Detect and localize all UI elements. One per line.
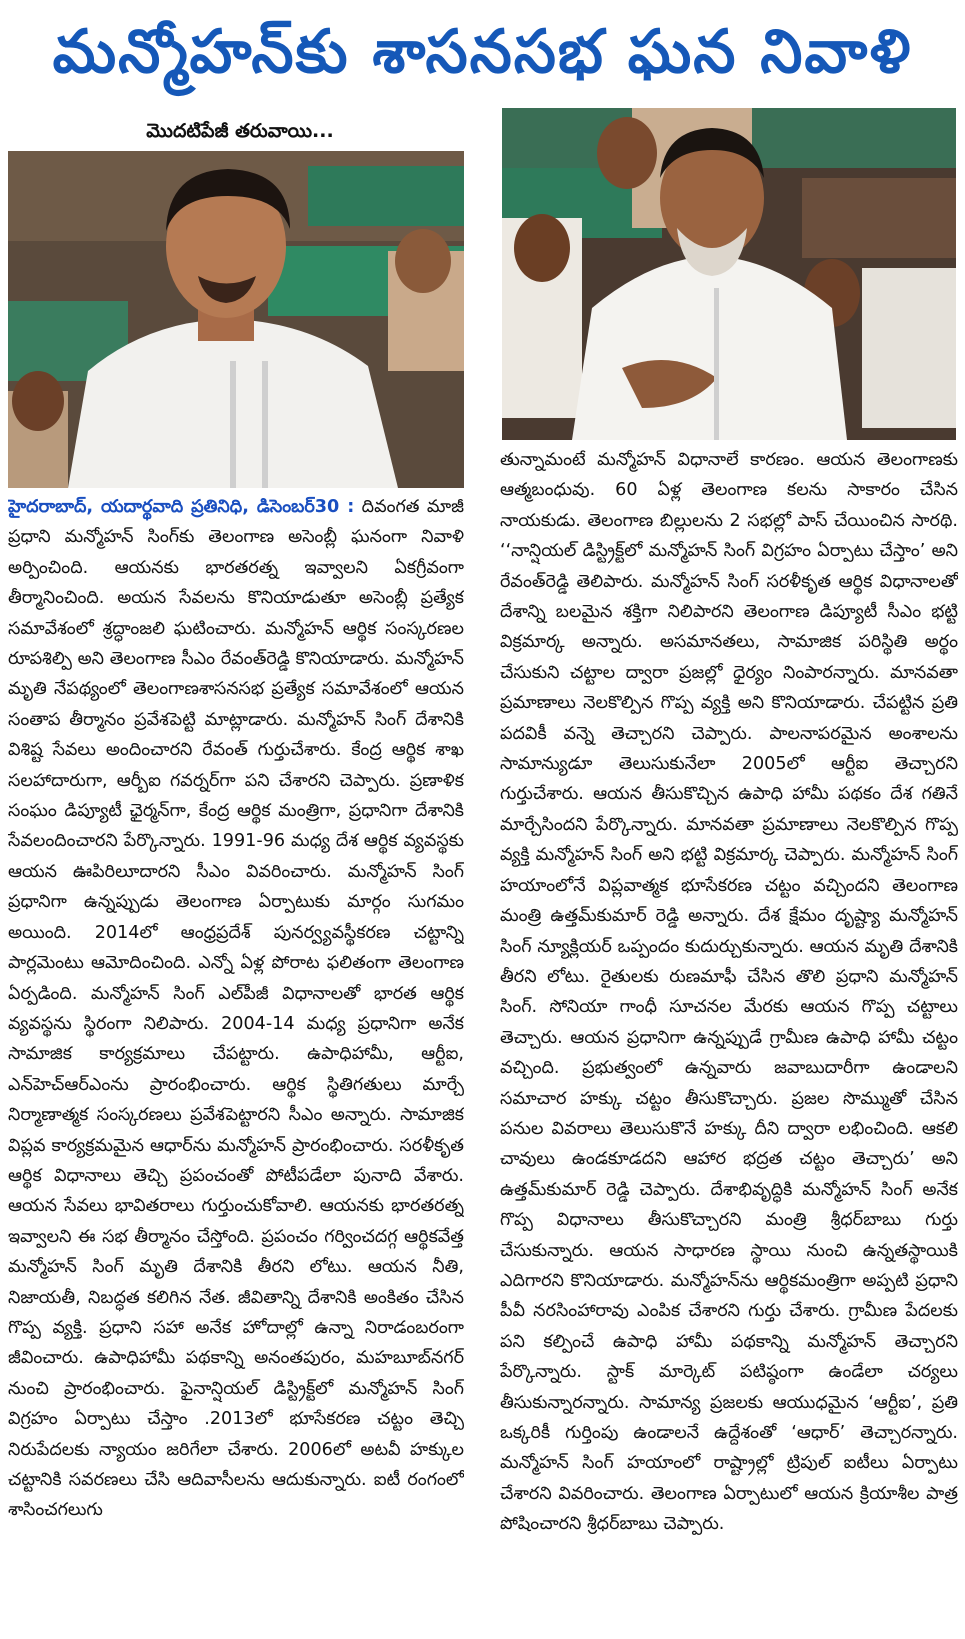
article-column-right [500,445,958,1637]
article-body-right: తున్నామంటే మన్మోహన్ విధానాలే కారణం. ఆయన తెలంగాణకు ఆత్మబంధువు. 60 ఏళ్ల తెలంగాణ కలను సాకారం చేసిన నాయకుడు. తెలంగాణ బిల్లులను 2 సభల్లో పాస్ చేయించిన సారథి. ‘‘నాన్షియల్ డిస్ట్రిక్ట్‌లో మన్మోహన్ సింగ్ విగ్రహం ఏర్పాటు చేస్తాం’ అని రేవంత్‌రెడ్డి తెలిపారు. మన్మోహన్ సింగ్ సరళీకృత ఆర్థిక విధానాలతో దేశాన్ని బలమైన శక్తిగా నిలిపారని తెలంగాణ డిప్యూటీ సీఎం భట్టి విక్రమార్క అన్నారు. అసమానతలు, సామాజిక పరిస్థితి అర్థం చేసుకుని చట్టాల ద్వారా ప్రజల్లో ధైర్యం నింపారన్నారు. మానవతా ప్రమాణాలు నెలకొల్పిన గొప్ప వ్యక్తి అని కొనియాడారు. చేపట్టిన ప్రతి పదవికీ వన్నె తెచ్చారని చెప్పారు. పాలనాపరమైన అంశాలను సామాన్యుడూ తెలుసుకునేలా 2005లో ఆర్టీఐ తెచ్చారని గుర్తుచేశారు. ఆయన తీసుకొచ్చిన ఉపాధి హామీ పథకం దేశ గతినే మార్చేసిందని పేర్కొన్నారు. మానవతా ప్రమాణాలు నెలకొల్పిన గొప్ప వ్యక్తి మన్మోహన్ సింగ్ అని భట్టి విక్రమార్క చెప్పారు. మన్మోహన్ సింగ్ హయాంలోనే విప్లవాత్మక భూసేకరణ చట్టం వచ్చిందని తెలంగాణ మంత్రి ఉత్తమ్‌కుమార్ రెడ్డి అన్నారు. దేశ క్షేమం దృష్ట్యా మన్మోహన్ సింగ్ న్యూక్లియర్ ఒప్పందం కుదుర్చుకున్నారు. ఆయన మృతి దేశానికి తీరని లోటు. రైతులకు రుణమాఫీ చేసిన తొలి ప్రధాని మన్మోహన్ సింగ్. సోనియా గాంధీ సూచనల మేరకు ఆయన గొప్ప చట్టాలు తెచ్చారు. ఆయన ప్రధానిగా ఉన్నప్పుడే గ్రామీణ ఉపాధి హామీ చట్టం వచ్చింది. ప్రభుత్వంలో ఉన్నవారు జవాబుదారీగా ఉండాలని సమాచార హక్కు చట్టం తీసుకొచ్చారు. ప్రజల సొమ్ముతో చేసిన పనుల వివరాలు తెలుసుకొనే హక్కు దీని ద్వారా లభించింది. ఆకలి చావులు ఉండకూడదని ఆహార భద్రత చట్టం తెచ్చారు’ అని ఉత్తమ్‌కుమార్ రెడ్డి చెప్పారు. దేశాభివృద్ధికి మన్మోహన్ సింగ్ అనేక గొప్ప విధానాలు తీసుకొచ్చారని మంత్రి శ్రీధర్‌బాబు గుర్తు చేసుకున్నారు. ఆయన సాధారణ స్థాయి నుంచి ఉన్నతస్థాయికి ఎదిగారని కొనియాడారు. మన్మోహన్‌ను ఆర్థికమంత్రిగా అప్పటి ప్రధాని పీవీ నరసింహారావు ఎంపిక చేశారని గుర్తు చేశారు. గ్రామీణ పేదలకు పని కల్పించే ఉపాధి హామీ పథకాన్ని మన్మోహన్ తెచ్చారని పేర్కొన్నారు. స్టాక్ మార్కెట్ పటిష్ఠంగా ఉండేలా చర్యలు తీసుకున్నారన్నారు. సామాన్య ప్రజలకు ఆయుధమైన ‘ఆర్టీఐ’, ప్రతి ఒక్కరికీ గుర్తింపు ఉండాలనే ఉద్దేశంతో ‘ఆధార్’ తెచ్చారన్నారు. మన్మోహన్ సింగ్ హయాంలో రాష్ట్రాల్లో ట్రిపుల్ ఐటీలు ఏర్పాటు చేశారని వివరించారు. తెలంగాణ ఏర్పాటులో ఆయన క్రియాశీల పాత్ర పోషించారని శ్రీధర్‌బాబు చెప్పారు. [500,450,958,1535]
photo-bhatti-vikramarka [502,108,956,440]
continued-from-front-page-label: మొదటిపేజీ తరువాయి... [146,120,334,142]
article-dateline: హైదరాబాద్, యదార్థవాది ప్రతినిధి, డిసెంబర్30 : [8,497,355,517]
photo-revanth-reddy [8,151,464,488]
article-body-left: దివంగత మాజీ ప్రధాని మన్మోహన్ సింగ్‌కు తెలంగాణ అసెంబ్లీ ఘనంగా నివాళి అర్పించింది. ఆయనకు భారతరత్న ఇవ్వాలని ఏకగ్రీవంగా తీర్మానించింది. అయన సేవలను కొనియాడుతూ అసెంబ్లీ ప్రత్యేక సమావేశంలో శ్రద్ధాంజలి ఘటించారు. మన్మోహన్ ఆర్థిక సంస్కరణల రూపశిల్పి అని తెలంగాణ సీఎం రేవంత్‌రెడ్డి కొనియాడారు. మన్మోహన్ మృతి నేపథ్యంలో తెలంగాణశాసనసభ ప్రత్యేక సమావేశంలో ఆయన సంతాప తీర్మానం ప్రవేశపెట్టి మాట్లాడారు. మన్మోహన్ సింగ్ దేశానికి విశిష్ట సేవలు అందించారని రేవంత్ గుర్తుచేశారు. కేంద్ర ఆర్థిక శాఖ సలహాదారుగా, ఆర్బీఐ గవర్నర్‌గా పని చేశారని చెప్పారు. ప్రణాళిక సంఘం డిప్యూటీ ఛైర్మన్‌గా, కేంద్ర ఆర్థిక మంత్రిగా, ప్రధానిగా దేశానికి సేవలందించారని పేర్కొన్నారు. 1991-96 మధ్య దేశ ఆర్థిక వ్యవస్థకు ఆయన ఊపిరిలూదారని సీఎం వివరించారు. మన్మోహన్ సింగ్ ప్రధానిగా ఉన్నప్పుడు తెలంగాణ ఏర్పాటుకు మార్గం సుగమం అయింది. 2014లో ఆంధ్రప్రదేశ్ పునర్వ్యవస్థీకరణ చట్టాన్ని పార్లమెంటు ఆమోదించింది. ఎన్నో ఏళ్ల పోరాట ఫలితంగా తెలంగాణ ఏర్పడింది. మన్మోహన్ సింగ్ ఎల్‌పీజీ విధానాలతో భారత ఆర్థిక వ్యవస్థను స్థిరంగా నిలిపారు. 2004-14 మధ్య ప్రధానిగా అనేక సామాజిక కార్యక్రమాలు చేపట్టారు. ఉపాధిహామీ, ఆర్టీఐ, ఎన్‌హెచ్‌ఆర్ఎంను ప్రారంభించారు. ఆర్థిక స్థితిగతులు మార్చే నిర్మాణాత్మక సంస్కరణలు ప్రవేశపెట్టారని సీఎం అన్నారు. సామాజిక విప్లవ కార్యక్రమమైన ఆధార్‌ను మన్మోహన్ ప్రారంభించారు. సరళీకృత ఆర్థిక విధానాలు తెచ్చి ప్రపంచంతో పోటీపడేలా పునాది వేశారు. ఆయన సేవలు భావితరాలు గుర్తుంచుకోవాలి. ఆయనకు భారతరత్న ఇవ్వాలని ఈ సభ తీర్మానం చేస్తోంది. ప్రపంచం గర్వించదగ్గ ఆర్థికవేత్త మన్మోహన్ సింగ్ మృతి దేశానికి తీరని లోటు. ఆయన నీతి, నిజాయతీ, నిబద్ధత కలిగిన నేత. జీవితాన్ని దేశానికి అంకితం చేసిన గొప్ప వ్యక్తి. ప్రధాని సహా అనేక హోదాల్లో ఉన్నా నిరాడంబరంగా జీవించారు. ఉపాధిహామీ పథకాన్ని అనంతపురం, మహబూబ్‌నగర్ నుంచి ప్రారంభించారు. ఫైనాన్షియల్ డిస్ట్రిక్ట్‌లో మన్మోహన్ సింగ్ విగ్రహం ఏర్పాటు చేస్తాం .2013లో భూసేకరణ చట్టం తెచ్చి నిరుపేదలకు న్యాయం జరిగేలా చేశారు. 2006లో అటవీ హక్కుల చట్టానికి సవరణలు చేసి ఆదివాసీలను ఆదుకున్నారు. ఐటీ రంగంలో శాసించగలుగు [8,497,464,1521]
page-headline: మన్మోహన్‌కు శాసనసభ ఘన నివాళి [52,17,913,87]
article-column-left [8,492,464,1636]
